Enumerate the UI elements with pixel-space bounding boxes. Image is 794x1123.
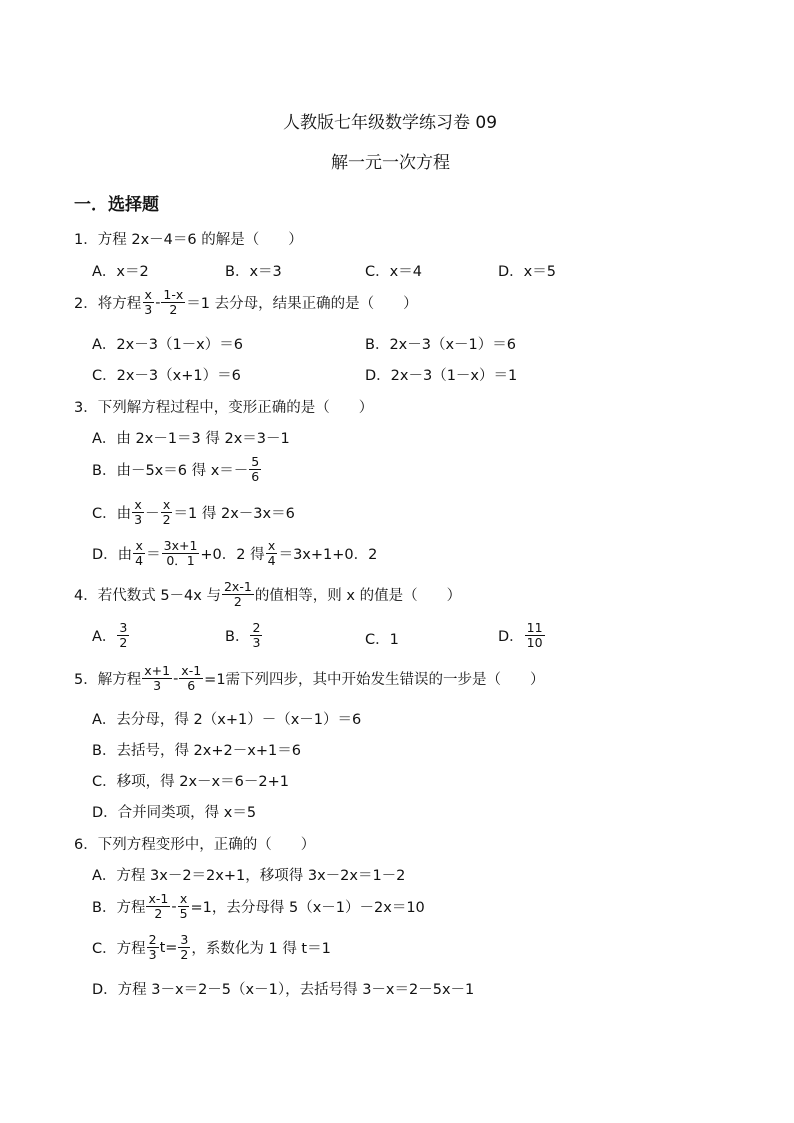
q5-fraction-2: [179, 664, 203, 694]
q2-option-a: A．2x－3（1－x）＝6: [92, 337, 243, 353]
q6-c-f2-den: 2: [180, 947, 189, 963]
q4-a-label: A．: [92, 629, 117, 646]
q4-d-label: D．: [498, 629, 524, 646]
q3-b-den: 6: [251, 469, 260, 485]
q6-c-post: ，系数化为 1 得 t＝1: [191, 941, 331, 958]
q3-option-b: [92, 455, 262, 485]
page-subtitle: 解一元一次方程: [331, 153, 450, 173]
page-title: 人教版七年级数学练习卷 09: [283, 113, 498, 133]
q3-c-fraction-1: [132, 498, 144, 528]
q6-option-b: [92, 892, 425, 922]
q3-d-fraction-2: [162, 539, 200, 569]
q2-fraction-1: [142, 288, 154, 318]
q6-c-mid: t=: [159, 939, 178, 956]
question-2-stem: [74, 288, 418, 318]
q1-option-a: A．x＝2: [92, 264, 149, 280]
q3-d-f1-den: 4: [135, 553, 144, 569]
q6-b-fraction-2: [178, 892, 190, 922]
q3-option-c: [92, 498, 295, 528]
q4-d-den: 10: [526, 635, 543, 651]
q1-option-b: B．x＝3: [225, 264, 282, 280]
q4-b-label: B．: [225, 629, 250, 646]
q3-d-f3-num: x: [267, 538, 276, 553]
q4-b-den: 3: [252, 635, 261, 651]
q3-c-mid: －: [145, 506, 160, 523]
q5-option-d: D．合并同类项，得 x＝5: [92, 805, 257, 821]
q5-f2-den: 6: [187, 678, 196, 694]
q4-fraction: [222, 580, 254, 610]
q3-option-a: A．由 2x－1＝3 得 2x＝3－1: [92, 431, 290, 447]
q2-fraction-2: [161, 288, 185, 318]
q6-option-a: A．方程 3x－2＝2x+1，移项得 3x－2x＝1－2: [92, 868, 406, 884]
q4-d-num: 11: [526, 620, 543, 635]
q3-d-f2-num: 3x+1: [163, 538, 198, 553]
q3-d-f1-num: x: [135, 538, 143, 553]
q2-option-d: D．2x－3（1－x）＝1: [365, 368, 518, 384]
q1-option-c: C．x＝4: [365, 264, 422, 280]
q3-b-text: B．由－5x＝6 得 x＝－: [92, 463, 249, 480]
q4-num: 2x-1: [223, 579, 252, 594]
q1-option-d: D．x＝5: [498, 264, 556, 280]
q2-frac1-den: 3: [144, 302, 153, 318]
q2-frac1-num: x: [144, 287, 152, 302]
question-3-stem: 3．下列解方程过程中，变形正确的是（ ）: [74, 400, 374, 416]
q3-c-f1-num: x: [134, 497, 142, 512]
q4-post: 的值相等，则 x 的值是（ ）: [254, 588, 462, 605]
q3-option-d: [92, 539, 377, 569]
q5-option-c: C．移项，得 2x－x＝6－2+1: [92, 774, 289, 790]
q3-b-num: 5: [251, 454, 260, 469]
q2-frac2-den: 2: [169, 302, 178, 318]
q4-option-a: [92, 621, 130, 651]
q5-fraction-1: [142, 664, 172, 694]
q2-option-b: B．2x－3（x－1）＝6: [365, 337, 517, 353]
q4-den: 2: [233, 594, 242, 610]
q2-option-c: C．2x－3（x+1）＝6: [92, 368, 241, 384]
q6-b-f1-den: 2: [154, 906, 163, 922]
q6-option-c: [92, 933, 331, 963]
q5-minus: -: [173, 670, 179, 687]
q6-b-post: =1，去分母得 5（x－1）－2x＝10: [190, 900, 425, 917]
q4-d-fraction: [525, 621, 545, 651]
q6-b-f1-num: x-1: [148, 891, 169, 906]
q3-b-fraction: [249, 455, 261, 485]
q4-b-fraction: [250, 621, 262, 651]
q3-d-post: ＝3x+1+0．2: [278, 547, 378, 564]
q2-text-pre: 2．将方程: [74, 296, 142, 313]
q2-minus: -: [155, 294, 161, 311]
q4-a-num: 3: [119, 620, 128, 635]
q6-c-f1-den: 3: [148, 947, 157, 963]
q6-b-f2-num: x: [179, 891, 188, 906]
q5-option-b: B．去括号，得 2x+2－x+1＝6: [92, 743, 301, 759]
q6-c-f2-num: 3: [180, 932, 189, 947]
q4-a-den: 2: [119, 635, 128, 651]
q2-text-post: ＝1 去分母，结果正确的是（ ）: [186, 296, 418, 313]
q3-d-fraction-1: [133, 539, 145, 569]
section-heading: 一．选择题: [74, 195, 159, 215]
q5-post: =1需下列四步，其中开始发生错误的一步是（ ）: [204, 672, 545, 689]
q6-option-d: D．方程 3－x＝2－5（x－1），去括号得 3－x＝2－5x－1: [92, 982, 475, 998]
q3-d-mid: +0．2 得: [200, 547, 265, 564]
q3-c-f1-den: 3: [134, 512, 143, 528]
q3-c-post: ＝1 得 2x－3x＝6: [173, 506, 295, 523]
q5-f2-num: x-1: [181, 663, 202, 678]
q3-d-eq: ＝: [146, 547, 161, 564]
q3-d-fraction-3: [266, 539, 278, 569]
q4-pre: 4．若代数式 5－4x 与: [74, 588, 221, 605]
question-6-stem: 6．下列方程变形中，正确的（ ）: [74, 837, 316, 853]
q3-c-pre: C．由: [92, 506, 132, 523]
q2-frac2-num: 1-x: [163, 287, 184, 302]
q6-b-fraction-1: [146, 892, 170, 922]
question-1-stem: [74, 228, 303, 249]
q3-d-f2-den: 0．1: [166, 553, 195, 569]
q5-f1-den: 3: [153, 678, 162, 694]
question-5-stem: [74, 664, 545, 694]
q4-option-d: [498, 621, 546, 651]
q4-a-fraction: [117, 621, 129, 651]
q6-c-fraction-2: [178, 933, 190, 963]
q6-c-pre: C．方程: [92, 941, 146, 958]
q6-b-f2-den: 5: [179, 906, 188, 922]
q4-option-c: C．1: [365, 632, 399, 648]
q3-c-f2-num: x: [162, 497, 171, 512]
question-1-text: 方程 2x－4＝6 的解是（ ）: [97, 232, 303, 248]
q6-c-f1-num: 2: [148, 932, 157, 947]
q6-c-fraction-1: [147, 933, 159, 963]
q5-f1-num: x+1: [144, 663, 171, 678]
q3-d-pre: D．由: [92, 547, 133, 564]
q5-pre: 5．解方程: [74, 672, 142, 689]
q6-b-minus: -: [171, 898, 177, 915]
q5-option-a: A．去分母，得 2（x+1）－（x－1）＝6: [92, 712, 362, 728]
q3-c-fraction-2: [161, 498, 173, 528]
q4-b-num: 2: [252, 620, 261, 635]
question-4-stem: [74, 580, 461, 610]
q3-c-f2-den: 2: [162, 512, 171, 528]
q6-b-pre: B．方程: [92, 900, 146, 917]
q4-option-b: [225, 621, 263, 651]
question-1-number: 1．: [74, 232, 98, 248]
q3-d-f3-den: 4: [267, 553, 276, 569]
